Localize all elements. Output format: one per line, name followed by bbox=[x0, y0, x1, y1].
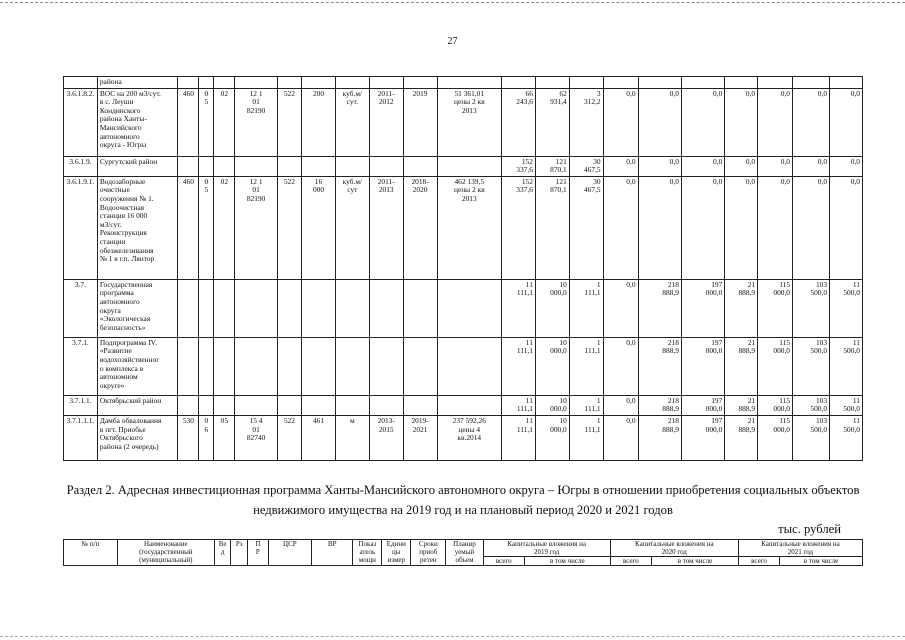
table-cell: 0,0 bbox=[758, 88, 793, 156]
table-row bbox=[64, 415, 863, 460]
table-cell: Дамба обвалования в пгт. Приобье Октябрьского района (2 очередь) bbox=[97, 415, 177, 460]
table-cell: 115 000,0 bbox=[758, 395, 793, 415]
section-heading: Раздел 2. Адресная инвестиционная программа Ханты-Мансийского автономного округа – Югры в отношении приобретения социальных объектов недвижимого имущества на 2019 год и на плановый период 2020 и 2021 годов bbox=[66, 483, 860, 517]
table-cell bbox=[437, 156, 502, 176]
table-cell bbox=[178, 337, 199, 395]
table-cell: 0,0 bbox=[830, 88, 863, 156]
table-cell: куб.м/ сут bbox=[335, 176, 369, 279]
table-cell bbox=[638, 77, 681, 89]
table-cell: 200 bbox=[302, 88, 336, 156]
table-cell: 30 467,5 bbox=[569, 176, 603, 279]
table-cell: 11 500,0 bbox=[830, 395, 863, 415]
table-cell: 11 500,0 bbox=[830, 337, 863, 395]
cap2019-total-header: всего bbox=[483, 557, 524, 566]
table-cell bbox=[793, 77, 830, 89]
table-cell: 66 243,6 bbox=[502, 88, 536, 156]
table-cell bbox=[214, 77, 235, 89]
table-cell: 0,0 bbox=[793, 88, 830, 156]
table-cell: 218 888,9 bbox=[638, 415, 681, 460]
table-cell bbox=[277, 156, 301, 176]
table-cell: 0,0 bbox=[603, 395, 638, 415]
table-cell bbox=[437, 279, 502, 337]
table-cell bbox=[277, 337, 301, 395]
cap2021-incl-header: в том числе bbox=[780, 557, 863, 566]
table-cell: Подпрограмма IV. «Развитие водохозяйственног о комплекса в автономном округе» bbox=[97, 337, 177, 395]
table-cell: 197 000,0 bbox=[681, 337, 724, 395]
table-cell: 2018- 2020 bbox=[403, 176, 437, 279]
table-cell: 530 bbox=[178, 415, 199, 460]
table-cell bbox=[681, 77, 724, 89]
table-cell: Водозаборные очистные сооружения № 1. Водоочистная станция 16 000 м3/сут. Реконструкция станции обезжелезивания № 1 в г.п. Лянтор bbox=[97, 176, 177, 279]
table-cell: 11 111,1 bbox=[502, 337, 536, 395]
cap2020-total-header: всего bbox=[610, 557, 651, 566]
table-cell: 02 bbox=[214, 176, 235, 279]
table-cell: 0,0 bbox=[603, 176, 638, 279]
table-cell bbox=[403, 77, 437, 89]
table-cell: 218 888,9 bbox=[638, 337, 681, 395]
table-cell: 0,0 bbox=[603, 156, 638, 176]
table-cell: 11 500,0 bbox=[830, 279, 863, 337]
table-cell bbox=[302, 279, 336, 337]
table-row bbox=[64, 156, 863, 176]
table-cell bbox=[199, 156, 214, 176]
table-cell bbox=[235, 395, 277, 415]
col-csr-header: ЦСР bbox=[268, 540, 311, 566]
table-cell bbox=[437, 77, 502, 89]
table-cell: Сургутский район bbox=[97, 156, 177, 176]
table-cell: 152 337,6 bbox=[502, 156, 536, 176]
table-cell bbox=[64, 77, 98, 89]
table-cell: 0,0 bbox=[830, 156, 863, 176]
table-cell bbox=[335, 156, 369, 176]
table-cell bbox=[403, 337, 437, 395]
table-cell: 0,0 bbox=[681, 156, 724, 176]
table-cell: 2011- 2012 bbox=[369, 88, 403, 156]
table-cell bbox=[369, 279, 403, 337]
table-cell bbox=[235, 77, 277, 89]
col-edin-header: Едини цы измер bbox=[382, 540, 411, 566]
table-cell: 115 000,0 bbox=[758, 415, 793, 460]
table-cell: 103 500,0 bbox=[793, 395, 830, 415]
cap2020-incl-header: в том числе bbox=[652, 557, 739, 566]
table-cell bbox=[369, 337, 403, 395]
table-cell bbox=[437, 395, 502, 415]
table-cell bbox=[369, 156, 403, 176]
table-cell bbox=[302, 395, 336, 415]
table-cell: 0,0 bbox=[793, 176, 830, 279]
bottom-dashed-rule bbox=[0, 636, 905, 637]
table-cell: 16 000 bbox=[302, 176, 336, 279]
table-cell: 461 bbox=[302, 415, 336, 460]
table-cell: района bbox=[97, 77, 177, 89]
table-cell: 0,0 bbox=[603, 88, 638, 156]
table-cell: ВОС на 200 м3/сут. в с. Леуши Кондинского района Ханты- Мансийского автономного округа - Югры bbox=[97, 88, 177, 156]
section2-header-table bbox=[63, 539, 863, 566]
col-name-header: Наименование (государственный (муниципальный) bbox=[117, 540, 214, 566]
table-cell: 1 111,1 bbox=[569, 279, 603, 337]
cap2021-total-header: всего bbox=[738, 557, 779, 566]
table-cell bbox=[725, 77, 758, 89]
table-cell: 0,0 bbox=[725, 156, 758, 176]
table-row bbox=[64, 337, 863, 395]
table-cell bbox=[335, 279, 369, 337]
table-cell: 460 bbox=[178, 88, 199, 156]
table-cell bbox=[302, 156, 336, 176]
units-label: тыс. рублей bbox=[778, 522, 841, 536]
table-cell: 0,0 bbox=[681, 88, 724, 156]
table-cell: 0,0 bbox=[725, 88, 758, 156]
table-cell: 522 bbox=[277, 176, 301, 279]
table-cell: 103 500,0 bbox=[793, 279, 830, 337]
table-cell: 21 888,9 bbox=[725, 279, 758, 337]
table-cell: 522 bbox=[277, 415, 301, 460]
table-cell bbox=[199, 337, 214, 395]
table-cell bbox=[302, 77, 336, 89]
table-cell: 15 4 01 82740 bbox=[235, 415, 277, 460]
table-cell: 2019 bbox=[403, 88, 437, 156]
col-ved-header: Ве д bbox=[214, 540, 231, 566]
col-pr-header: П Р bbox=[247, 540, 268, 566]
table-cell bbox=[603, 77, 638, 89]
table-cell: 197 000,0 bbox=[681, 415, 724, 460]
table-cell bbox=[302, 337, 336, 395]
table-cell: 3.6.1.9.1. bbox=[64, 176, 98, 279]
table-cell: 2019- 2021 bbox=[403, 415, 437, 460]
table-cell bbox=[235, 156, 277, 176]
table-cell bbox=[277, 77, 301, 89]
col-sroki-header: Сроки приоб ретен bbox=[411, 540, 446, 566]
table-cell: 0,0 bbox=[793, 156, 830, 176]
col-num-header: № п/п bbox=[64, 540, 118, 566]
table-cell: куб.м/ сут. bbox=[335, 88, 369, 156]
table-cell bbox=[277, 279, 301, 337]
table-cell: 152 337,6 bbox=[502, 176, 536, 279]
table-cell bbox=[199, 395, 214, 415]
table-cell: 11 111,1 bbox=[502, 395, 536, 415]
table-cell: 3.7.1. bbox=[64, 337, 98, 395]
table-cell: 3.6.1.8.2. bbox=[64, 88, 98, 156]
table-cell: м bbox=[335, 415, 369, 460]
table-cell: 0,0 bbox=[681, 176, 724, 279]
table-cell bbox=[403, 395, 437, 415]
table-cell: 460 bbox=[178, 176, 199, 279]
table-row bbox=[64, 279, 863, 337]
table-cell: 115 000,0 bbox=[758, 337, 793, 395]
table-cell: 3.7.1.1.1. bbox=[64, 415, 98, 460]
table-cell: 21 888,9 bbox=[725, 395, 758, 415]
table-cell: 12 1 01 82190 bbox=[235, 176, 277, 279]
table-cell bbox=[277, 395, 301, 415]
table-cell: 0,0 bbox=[758, 176, 793, 279]
table-cell: 2013- 2015 bbox=[369, 415, 403, 460]
table-cell bbox=[335, 337, 369, 395]
table-cell: 2011- 2013 bbox=[369, 176, 403, 279]
table-cell: 197 000,0 bbox=[681, 395, 724, 415]
table-cell bbox=[178, 156, 199, 176]
header-row-top bbox=[64, 540, 863, 557]
table-cell bbox=[369, 77, 403, 89]
table-cell bbox=[199, 77, 214, 89]
col-rz-header: Рз bbox=[231, 540, 248, 566]
table-cell bbox=[335, 395, 369, 415]
table-cell: 62 931,4 bbox=[535, 88, 569, 156]
table-cell bbox=[178, 395, 199, 415]
top-dashed-rule bbox=[0, 2, 905, 3]
table-cell: 0,0 bbox=[603, 279, 638, 337]
table-cell: 10 000,0 bbox=[535, 279, 569, 337]
table-cell bbox=[214, 337, 235, 395]
table-cell bbox=[214, 395, 235, 415]
table-cell bbox=[535, 77, 569, 89]
table-cell: 0,0 bbox=[638, 156, 681, 176]
table-cell bbox=[199, 279, 214, 337]
table-cell: 3.7. bbox=[64, 279, 98, 337]
table-cell: 3 312,2 bbox=[569, 88, 603, 156]
table-cell: 0,0 bbox=[725, 176, 758, 279]
table-cell: 237 592,26 цены 4 кв.2014 bbox=[437, 415, 502, 460]
table-cell: 0,0 bbox=[603, 415, 638, 460]
table-cell: 10 000,0 bbox=[535, 415, 569, 460]
col-vr-header: ВР bbox=[312, 540, 353, 566]
table-cell: 218 888,9 bbox=[638, 395, 681, 415]
table-cell: 05 bbox=[214, 415, 235, 460]
table-cell: 115 000,0 bbox=[758, 279, 793, 337]
table-cell: 1 111,1 bbox=[569, 415, 603, 460]
table-row bbox=[64, 176, 863, 279]
table-cell bbox=[214, 156, 235, 176]
table-cell: 121 870,1 bbox=[535, 156, 569, 176]
table-cell bbox=[178, 279, 199, 337]
table-cell bbox=[569, 77, 603, 89]
table-cell: 11 111,1 bbox=[502, 279, 536, 337]
table-cell: 0,0 bbox=[603, 337, 638, 395]
table-cell: 51 361,01 цены 2 кв 2013 bbox=[437, 88, 502, 156]
table-row bbox=[64, 88, 863, 156]
table-cell: 0,0 bbox=[638, 176, 681, 279]
col-cap2019-header: Капитальные вложения на 2019 год bbox=[483, 540, 610, 557]
table-cell: 3.6.1.9. bbox=[64, 156, 98, 176]
table-cell bbox=[502, 77, 536, 89]
table-cell: 0,0 bbox=[638, 88, 681, 156]
table-cell: 197 000,0 bbox=[681, 279, 724, 337]
table-cell: 12 1 01 82190 bbox=[235, 88, 277, 156]
table-cell: 0 6 bbox=[199, 415, 214, 460]
table-cell: 30 467,5 bbox=[569, 156, 603, 176]
table-cell bbox=[235, 279, 277, 337]
table-cell bbox=[437, 337, 502, 395]
table-cell: 1 111,1 bbox=[569, 395, 603, 415]
table-cell: Октябрьский район bbox=[97, 395, 177, 415]
table-cell: 02 bbox=[214, 88, 235, 156]
table-cell: 103 500,0 bbox=[793, 337, 830, 395]
col-plan-header: Планир уемый объем bbox=[446, 540, 483, 566]
table-cell bbox=[235, 337, 277, 395]
table-cell: 0,0 bbox=[758, 156, 793, 176]
table-cell: 10 000,0 bbox=[535, 337, 569, 395]
table-cell: 462 139,5 цены 2 кв 2013 bbox=[437, 176, 502, 279]
table-cell: 218 888,9 bbox=[638, 279, 681, 337]
table-cell: 0,0 bbox=[830, 176, 863, 279]
table-cell bbox=[214, 279, 235, 337]
table-cell: 3.7.1.1. bbox=[64, 395, 98, 415]
investment-table bbox=[63, 76, 863, 461]
table-cell: 11 111,1 bbox=[502, 415, 536, 460]
table-cell bbox=[178, 77, 199, 89]
col-cap2020-header: Капитальные вложения на 2020 год bbox=[610, 540, 738, 557]
table-cell bbox=[403, 156, 437, 176]
table-cell: 10 000,0 bbox=[535, 395, 569, 415]
table-cell: 11 500,0 bbox=[830, 415, 863, 460]
table-cell bbox=[335, 77, 369, 89]
table-cell bbox=[758, 77, 793, 89]
table-cell: 1 111,1 bbox=[569, 337, 603, 395]
cap2019-incl-header: в том числе bbox=[524, 557, 610, 566]
table-cell bbox=[403, 279, 437, 337]
page-number: 27 bbox=[447, 36, 458, 47]
table-cell bbox=[369, 395, 403, 415]
table-cell: 103 500,0 bbox=[793, 415, 830, 460]
table-cell: 121 870,1 bbox=[535, 176, 569, 279]
table-cell: 0 5 bbox=[199, 176, 214, 279]
table-row bbox=[64, 395, 863, 415]
table-cell bbox=[830, 77, 863, 89]
table-cell: 0 5 bbox=[199, 88, 214, 156]
table-cell: 21 888,9 bbox=[725, 337, 758, 395]
table-cell: 21 888,9 bbox=[725, 415, 758, 460]
table-cell: 522 bbox=[277, 88, 301, 156]
col-cap2021-header: Капитальные вложения на 2021 год bbox=[738, 540, 862, 557]
col-pokaz-header: Показ атель мощн bbox=[353, 540, 382, 566]
table-cell: Государственная программа автономного округа «Экологическая безопасность» bbox=[97, 279, 177, 337]
table-row bbox=[64, 77, 863, 89]
